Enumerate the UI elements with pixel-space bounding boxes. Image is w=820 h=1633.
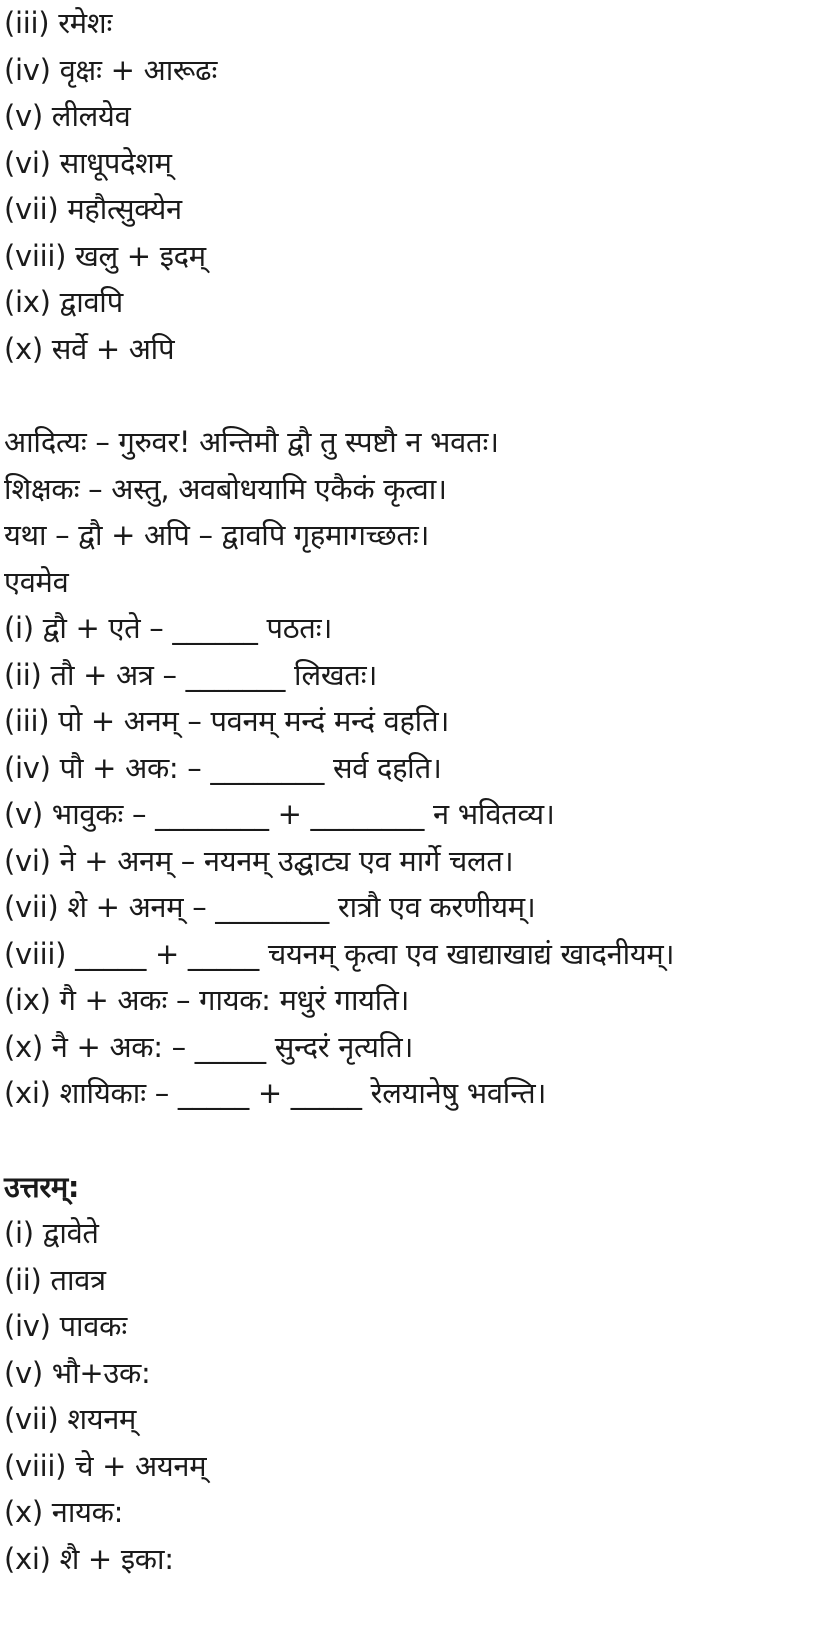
answer-item: (ii) तावत्र: [4, 1262, 106, 1297]
exercise-item: (i) द्वौ + एते – ______ पठतः।: [4, 611, 333, 645]
list-item: (iii) रमेशः: [4, 6, 113, 40]
dialogue-line: शिक्षकः – अस्तु, अवबोधयामि एकैकं कृत्वा।: [4, 471, 447, 506]
list-item: (ix) द्वावपि: [4, 285, 123, 319]
spacer: [4, 372, 820, 419]
exercise-item: (v) भावुकः – ________ + ________ न भवितव्य।: [4, 797, 555, 831]
spacer: [4, 1117, 820, 1164]
answers-heading: उत्तरम्:: [4, 1169, 80, 1204]
answer-item: (viii) चे + अयनम्: [4, 1448, 207, 1483]
dialogue-line: आदित्यः – गुरुवर! अन्तिमौ द्वौ तु स्पष्टौ न भवतः।: [4, 425, 499, 459]
exercise-item: (vi) ने + अनम् – नयनम् उद्घाट्य एव मार्गे चलत।: [4, 843, 514, 878]
answers-section: [4, 1164, 820, 1583]
exercise-item: (x) नै + अक: – _____ सुन्दरं नृत्यति।: [4, 1029, 414, 1064]
answer-item: (x) नायक:: [4, 1495, 124, 1529]
exercise-item: (vii) शे + अनम् – ________ रात्रौ एव करणीयम्।: [4, 890, 536, 924]
answer-item: (v) भौ+उक:: [4, 1355, 151, 1390]
answer-item: (xi) शै + इका:: [4, 1541, 174, 1576]
list-item: (vii) महौत्सुक्येन: [4, 192, 182, 226]
exercise-item: (ii) तौ + अत्र – _______ लिखतः।: [4, 657, 378, 692]
dialogue-exercise: [4, 419, 820, 1117]
exercise-item: (iv) पौ + अक: – ________ सर्व दहति।: [4, 750, 442, 785]
exercise-item: (xi) शायिकाः – _____ + _____ रेलयानेषु भवन्ति।: [4, 1076, 547, 1110]
exercise-item: (iii) पो + अनम् – पवनम् मन्दं मन्दं वहति।: [4, 704, 450, 738]
exercise-item: (viii) _____ + _____ चयनम् कृत्वा एव खाद्याखाद्यं खादनीयम्।: [4, 936, 675, 971]
answer-item: (iv) पावकः: [4, 1309, 127, 1343]
list-item: (vi) साधूपदेशम्: [4, 145, 172, 180]
answer-item: (i) द्वावेते: [4, 1216, 99, 1250]
answer-item: (vii) शयनम्: [4, 1402, 137, 1436]
section-label: एवमेव: [4, 564, 69, 599]
list-item: (v) लीलयेव: [4, 99, 131, 133]
list-item: (viii) खलु + इदम्: [4, 238, 206, 273]
example-line: यथा – द्वौ + अपि – द्वावपि गृहमागच्छतः।: [4, 518, 430, 552]
list-item: (x) सर्वे + अपि: [4, 331, 175, 366]
sandhi-list-part1: [4, 0, 820, 372]
list-item: (iv) वृक्षः + आरूढः: [4, 52, 218, 87]
exercise-item: (ix) गै + अकः – गायक: मधुरं गायति।: [4, 983, 410, 1017]
